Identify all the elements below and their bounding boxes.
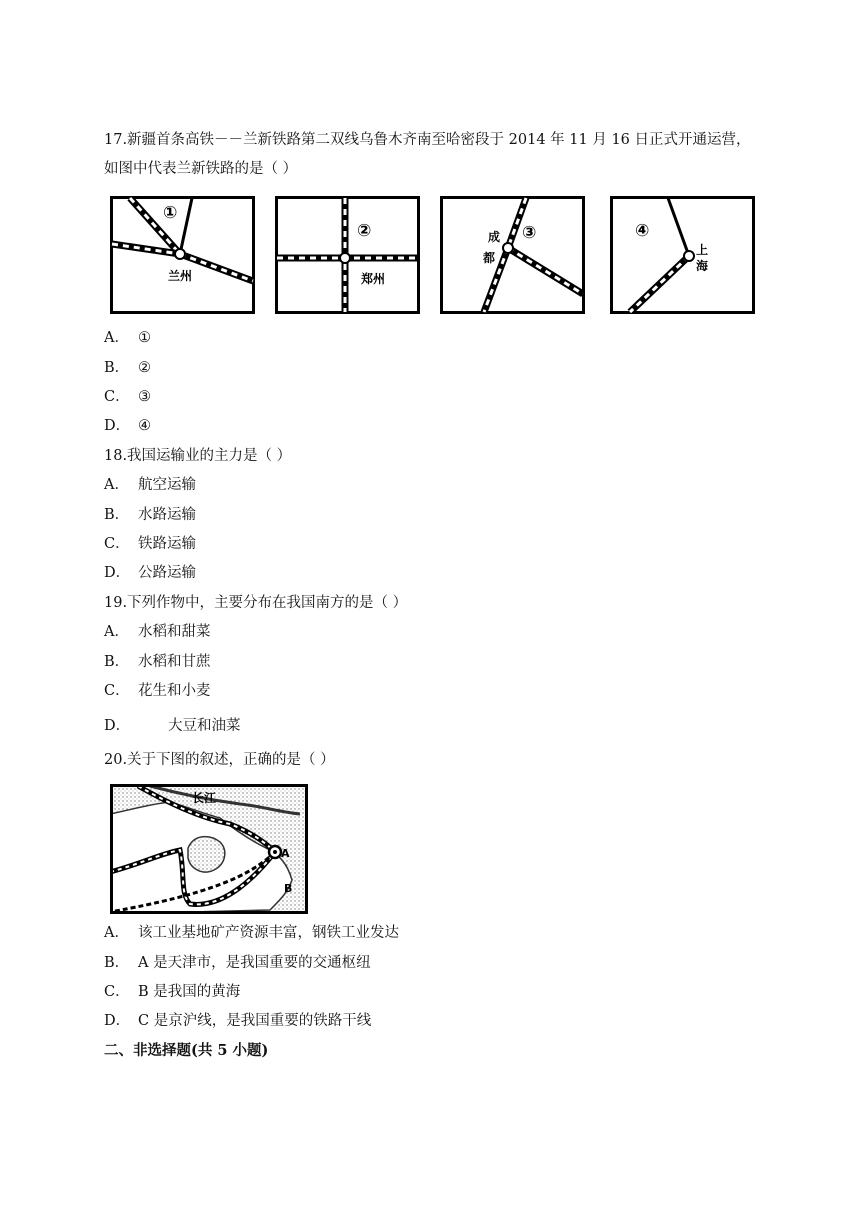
map-number: ④ (635, 221, 650, 241)
q17-option-b[interactable]: B． ② (104, 360, 151, 376)
q18-option-d[interactable]: D． 公路运输 (104, 565, 196, 581)
q17-map-3 (440, 196, 585, 314)
section-2-title: 二、非选择题(共 5 小题) (104, 1042, 269, 1059)
label-b: B (284, 882, 293, 895)
q20-map (110, 784, 308, 914)
map-number: ② (357, 221, 372, 241)
q18-option-a[interactable]: A． 航空运输 (104, 477, 196, 493)
city-dot (175, 249, 185, 259)
q18-stem: 18.我国运输业的主力是（ ） (104, 448, 292, 464)
q17-map-4 (610, 196, 755, 314)
city-dot (503, 243, 513, 253)
q17-stem-line2: 如图中代表兰新铁路的是（ ） (104, 161, 298, 177)
city-dot (684, 251, 694, 261)
q18-option-c[interactable]: C． 铁路运输 (104, 536, 196, 552)
q17-option-a[interactable]: A． ① (104, 330, 151, 346)
q20-option-a[interactable]: A． 该工业基地矿产资源丰富，钢铁工业发达 (104, 925, 399, 941)
q18-option-b[interactable]: B． 水路运输 (104, 507, 196, 523)
q17-stem-line1: 17.新疆首条高铁－－兰新铁路第二双线乌鲁木齐南至哈密段于 2014 年 11 月 16 日正式开通运营， (104, 132, 751, 148)
map-number: ③ (522, 223, 537, 243)
q20-stem: 20.关于下图的叙述，正确的是（ ） (104, 752, 335, 768)
river-label: 长江 (192, 791, 217, 805)
q19-option-c[interactable]: C． 花生和小麦 (104, 683, 211, 699)
city-label: 郑州 (361, 272, 386, 286)
city-label-top: 上 (696, 243, 709, 257)
q20-option-b[interactable]: B． A 是天津市，是我国重要的交通枢纽 (104, 955, 371, 971)
city-label-top: 成 (488, 230, 501, 244)
q19-option-d[interactable]: D． 大豆和油菜 (104, 718, 241, 734)
city-label-bottom: 都 (483, 251, 496, 265)
q19-stem: 19.下列作物中，主要分布在我国南方的是（ ） (104, 595, 408, 611)
lake-area (188, 837, 225, 872)
q17-map-1 (110, 196, 255, 314)
q17-map-2 (275, 196, 420, 314)
city-label-bottom: 海 (696, 259, 709, 273)
q20-option-c[interactable]: C． B 是我国的黄海 (104, 984, 241, 1000)
q20-option-d[interactable]: D． C 是京沪线，是我国重要的铁路干线 (104, 1013, 372, 1029)
q19-option-a[interactable]: A． 水稻和甜菜 (104, 624, 211, 640)
map-number: ① (163, 203, 178, 223)
q17-option-c[interactable]: C． ③ (104, 389, 151, 405)
q17-option-d[interactable]: D． ④ (104, 418, 151, 434)
label-a: A (281, 847, 290, 860)
q19-option-b[interactable]: B． 水稻和甘蔗 (104, 654, 211, 670)
city-dot (340, 253, 350, 263)
city-label: 兰州 (168, 269, 193, 283)
